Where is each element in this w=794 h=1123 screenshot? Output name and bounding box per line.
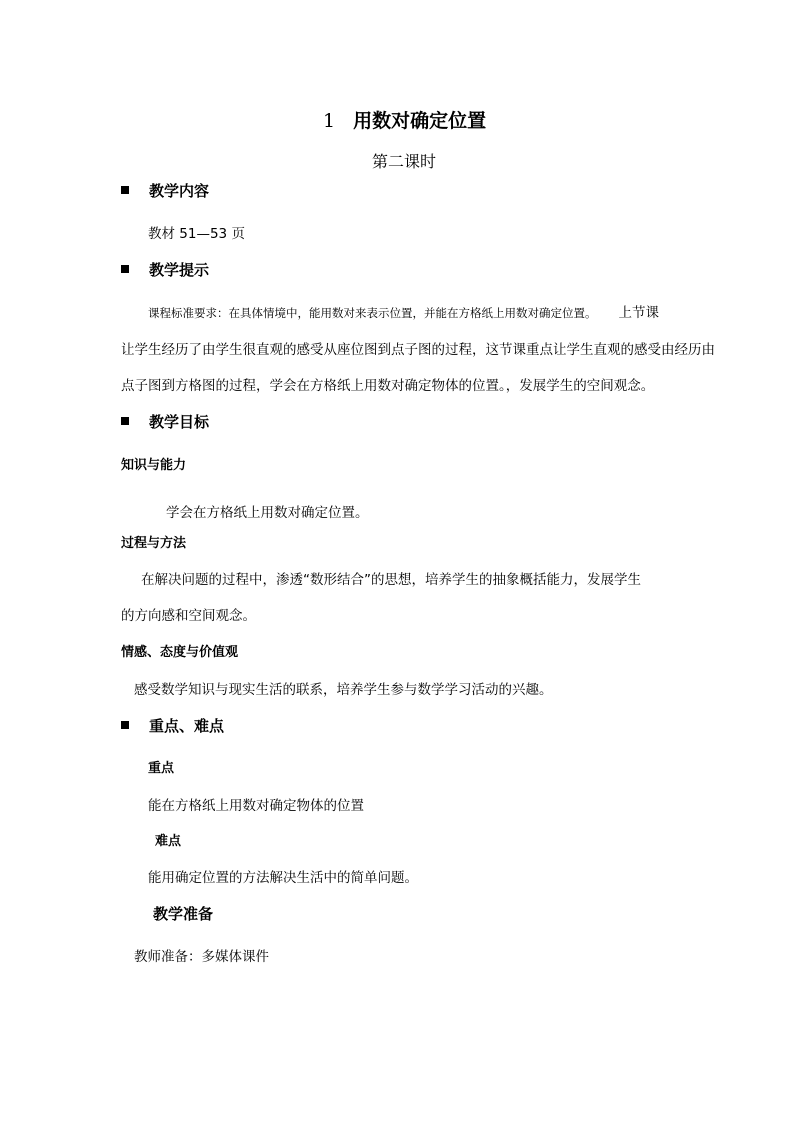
section-heading-goals [121,411,209,432]
section-heading-tips-text: 教学提示 [149,261,210,279]
section-heading-keypoints [121,715,224,736]
section-heading-keypoints-text: 重点、难点 [149,717,225,735]
tips-line-1-tail: 上节课 [618,305,659,321]
tips-line-1 [148,301,659,321]
goal-process-line-1: 在解决问题的过程中，渗透“数形结合”的思想，培养学生的抽象概括能力，发展学生 [141,572,641,588]
section-heading-prep: 教学准备 [153,905,214,923]
goal-process-label: 过程与方法 [121,536,187,551]
difficult-point-text: 能用确定位置的方法解决生活中的简单问题。 [148,870,418,886]
section-heading-tips [121,259,209,280]
bullet-square-icon [121,265,129,273]
section-heading-content-text: 教学内容 [149,182,210,200]
tips-line-2: 让学生经历了由学生很直观的感受从座位图到点子图的过程，这节课重点让学生直观的感受由经历由 [121,342,715,358]
tips-line-3: 点子图到方格图的过程，学会在方格纸上用数对确定物体的位置。，发展学生的空间观念。 [121,378,655,394]
bullet-square-icon [121,417,129,425]
difficult-point-label: 难点 [155,834,182,849]
prep-text: 教师准备：多媒体课件 [134,949,269,965]
goal-knowledge-label: 知识与能力 [121,458,187,473]
title-number: 1 [323,110,336,132]
tips-standard-text: 课程标准要求：在具体情境中，能用数对来表示位置，并能在方格纸上用数对确定位置。 [148,306,597,320]
key-point-text: 能在方格纸上用数对确定物体的位置 [148,798,364,814]
bullet-square-icon [121,721,129,729]
page-subtitle: 第二课时 [372,152,437,171]
goal-process-line-2: 的方向感和空间观念。 [121,608,256,624]
key-point-label: 重点 [148,761,175,776]
section-heading-content [121,180,209,201]
title-text: 用数对确定位置 [353,110,487,132]
content-text: 教材 51—53 页 [148,226,245,242]
bullet-square-icon [121,186,129,194]
page-title [323,106,486,133]
goal-knowledge-text: 学会在方格纸上用数对确定位置。 [166,505,369,521]
section-heading-goals-text: 教学目标 [149,413,210,431]
goal-emotion-label: 情感、态度与价值观 [121,645,239,660]
goal-emotion-text: 感受数学知识与现实生活的联系，培养学生参与数学学习活动的兴趣。 [134,682,553,698]
